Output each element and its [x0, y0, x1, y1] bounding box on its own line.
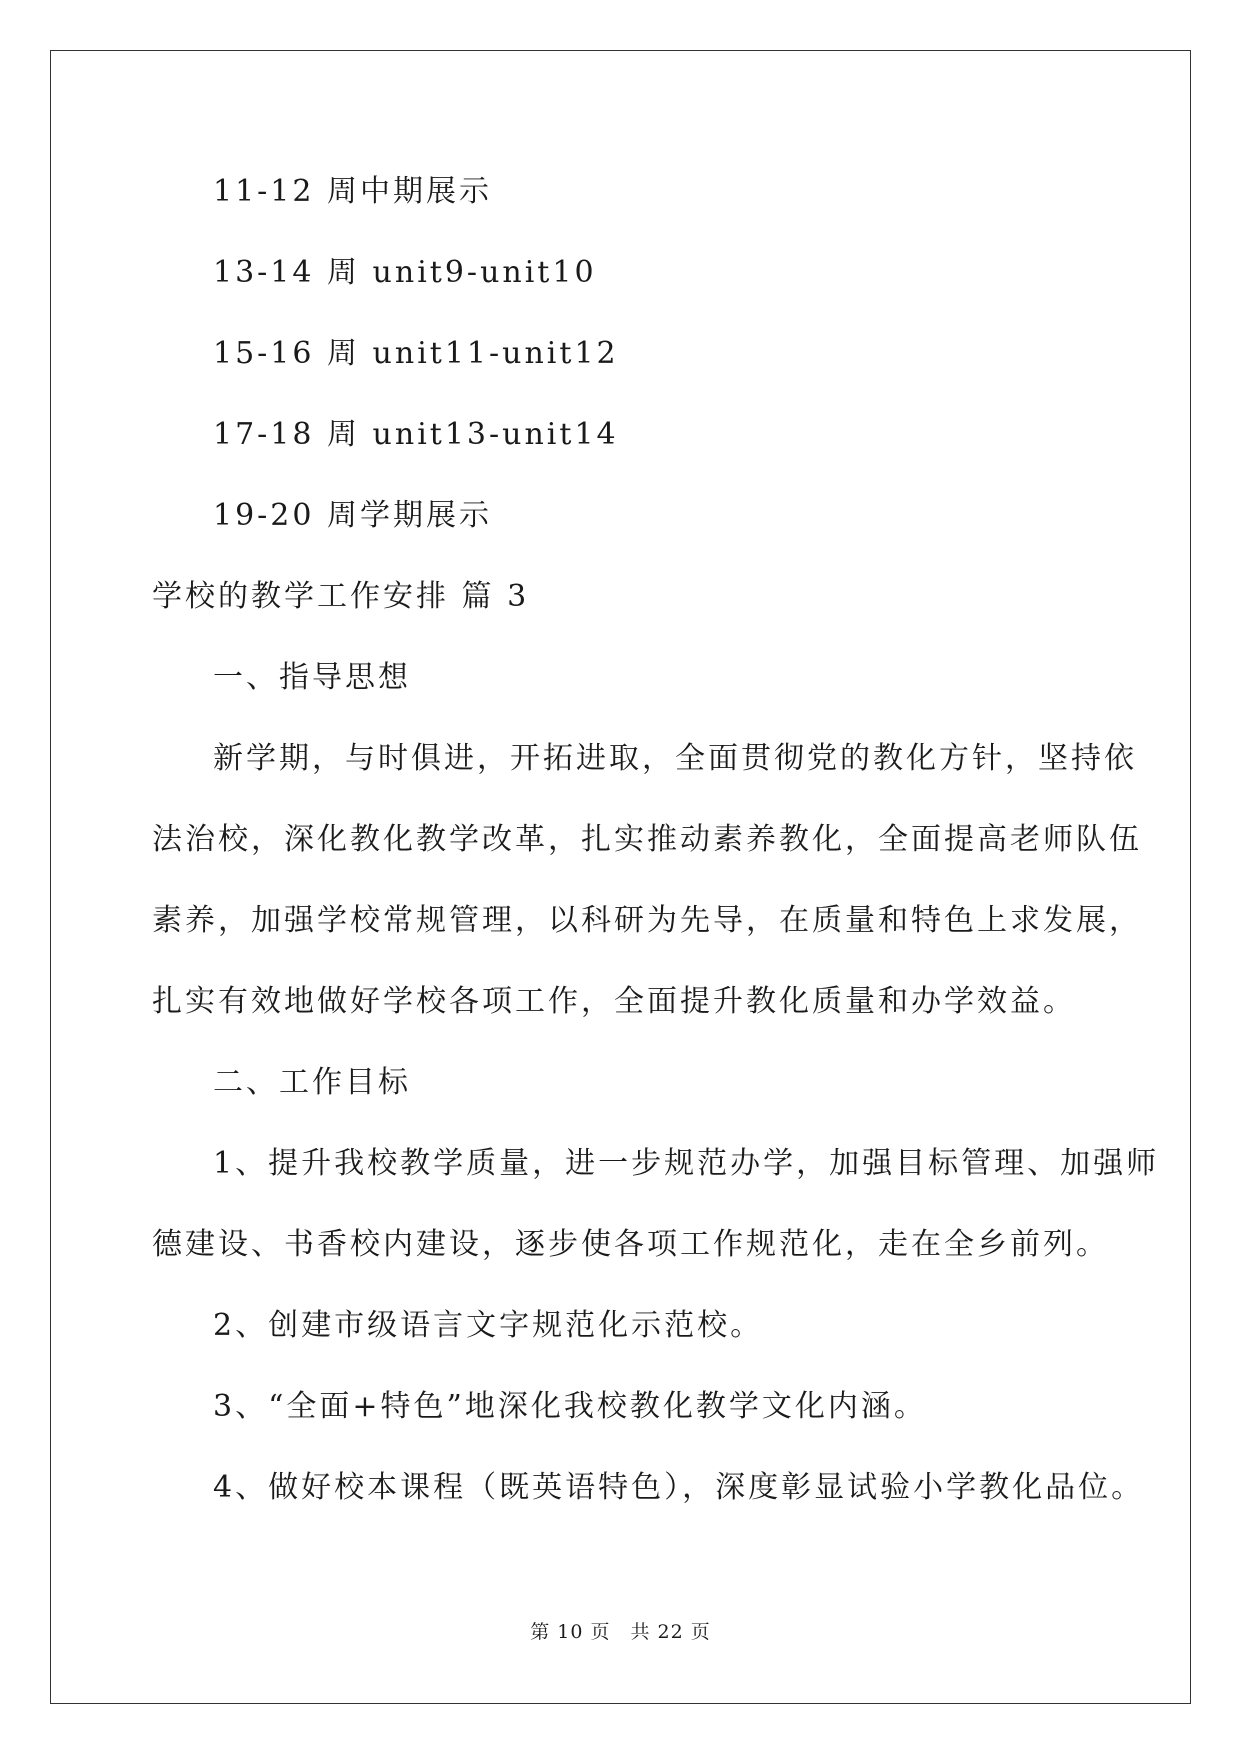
goal-item: 1、提升我校教学质量，进一步规范办学，加强目标管理、加强师 [213, 1146, 1160, 1181]
schedule-line: 17-18 周 unit13-unit14 [213, 417, 619, 452]
section-heading: 一、指导思想 [213, 660, 411, 695]
schedule-line: 13-14 周 unit9-unit10 [213, 255, 597, 290]
section-title: 学校的教学工作安排 篇 3 [152, 579, 530, 614]
schedule-line: 19-20 周学期展示 [213, 498, 493, 533]
goal-item: 3、“全面+特色”地深化我校教化教学文化内涵。 [213, 1389, 927, 1424]
paragraph-line: 素养，加强学校常规管理，以科研为先导，在质量和特色上求发展， [152, 903, 1142, 938]
page-number-footer: 第 10 页 共 22 页 [530, 1621, 711, 1643]
paragraph-line: 扎实有效地做好学校各项工作，全面提升教化质量和办学效益。 [152, 984, 1076, 1019]
section-heading: 二、工作目标 [213, 1065, 411, 1100]
goal-item: 2、创建市级语言文字规范化示范校。 [213, 1308, 764, 1343]
paragraph-line: 新学期，与时俱进，开拓进取，全面贯彻党的教化方针，坚持依 [213, 741, 1137, 776]
goal-item: 4、做好校本课程（既英语特色），深度彰显试验小学教化品位。 [213, 1470, 1145, 1505]
schedule-line: 15-16 周 unit11-unit12 [213, 336, 619, 371]
page-border [50, 50, 1191, 1704]
schedule-line: 11-12 周中期展示 [213, 174, 493, 209]
paragraph-line: 法治校，深化教化教学改革，扎实推动素养教化，全面提高老师队伍 [152, 822, 1142, 857]
goal-item: 德建设、书香校内建设，逐步使各项工作规范化，走在全乡前列。 [152, 1227, 1109, 1262]
